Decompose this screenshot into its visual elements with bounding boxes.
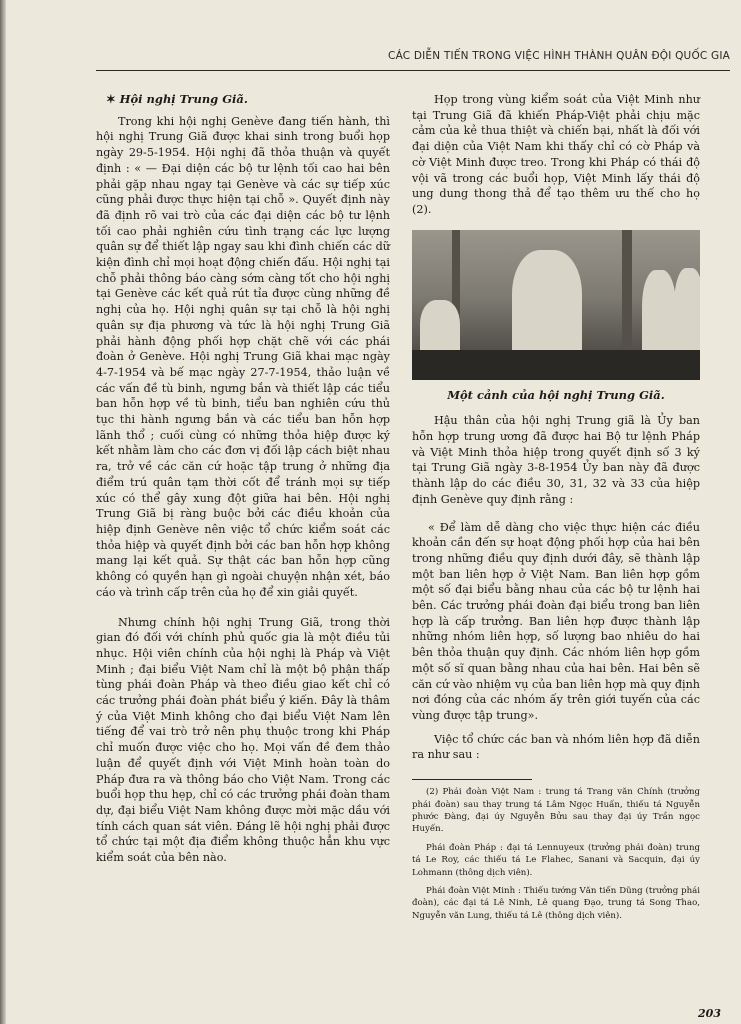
page-spine-shadow: [0, 0, 6, 1024]
footnote-rule: [412, 779, 532, 780]
footnotes: [412, 786, 700, 922]
right-closing-paragraph: Việc tổ chức các ban và nhóm liên hợp đã diễn ra như sau :: [412, 732, 700, 762]
left-column: [96, 92, 390, 866]
right-body-paragraph: Hậu thân của hội nghị Trung giã là Ủy ban hỗn hợp trung ương đã được hai Bộ tư lệnh Pháp và Việt Minh thỏa hiệp trong quyết định số 3 ký tại Trung Giã ngày 3-8-1954 Ủy ban này đã được thành lập do các điều 30, 31, 32 và 33 của hiệp định Genève quy định rằng :: [412, 414, 700, 506]
star-bullet-icon: ✶: [106, 92, 116, 106]
left-paragraph-2: Nhưng chính hội nghị Trung Giã, trong thời gian đó đối với chính phủ quốc gia là một điều tủi nhục. Hội viên chính của hội nghị là Pháp và Việt Minh ; đại biểu Việt Nam chỉ là một bộ phận thấp tùng phái đoàn Pháp và theo điều giao kết chỉ có các trưởng phái đoàn phát biểu ý kiến. Đây là thâm ý của Việt Minh không cho đại biểu Việt Nam lên tiếng để vai trò trở nên phụ thuộc trong khi Pháp chỉ muốn được việc cho họ. Mọi vấn đề đem thảo luận để quyết định với Việt Minh hoàn toàn do Pháp đưa ra và thông báo cho Việt Nam. Trong các buổi họp thu hẹp, chỉ có các trưởng phái đoàn tham dự, đại biểu Việt Nam không được mời mặc dầu với tính cách quan sát viên. Đáng lẽ hội nghị phải được tổ chức tại một địa điểm không thuộc hẳn khu vực kiểm soát của bên nào.: [96, 615, 390, 865]
conference-photo: [412, 230, 700, 380]
footnote-vietminh-delegation: Phái đoàn Việt Minh : Thiếu tướng Văn tiến Dũng (trưởng phái đoàn), các đại tá Lê Ninh, Lê quang Đạo, trung tá Song Thao, Nguyễn văn Lung, thiếu tá Lê (thông dịch viên).: [412, 885, 700, 921]
page-number: 203: [698, 1007, 721, 1020]
running-header: CÁC DIỄN TIẾN TRONG VIỆC HÌNH THÀNH QUÂN ĐỘI QUỐC GIA: [388, 50, 730, 62]
section-heading-text: Hội nghị Trung Giã.: [119, 92, 248, 106]
quoted-article: [412, 520, 700, 724]
left-paragraph-1: Trong khi hội nghị Genève đang tiến hành, thì hội nghị Trung Giã được khai sinh trong buổi họp ngày 29-5-1954. Hội nghị đã thỏa thuận và quyết định : « — Đại diện các bộ tư lệnh tối cao hai bên phải gặp nhau ngay tại Genève và các sự tiếp xúc cũng phải được thực hiện tại chỗ ». Quyết định này đã định rõ vai trò của các đại diện các bộ tư lệnh tối cao phải nghiên cứu tình trạng các lực lượng quân sự để thiết lập ngay sau khi đình chiến các dữ kiện đình chỉ mọi hoạt động chiến đấu. Hội nghị tại chỗ phải thông báo càng sớm càng tốt cho hội nghị tại Genève các kết quả rút tỉa được cùng những đề nghị của họ. Hội nghị quân sự tại chỗ là hội nghị quân sự địa phương và tức là hội nghị Trung Giã phải hành động phối hợp chặt chẽ với các phái đoàn ở Genève. Hội nghị Trung Giã khai mạc ngày 4-7-1954 và bế mạc ngày 27-7-1954, thảo luận về các vấn đề tù binh, ngưng bắn và thiết lập các tiểu ban hỗn hợp về tù binh, tiểu ban nghiên cứu thủ tục thi hành ngưng bắn và các tiểu ban hỗn hợp lãnh thổ ; cuối cùng có những thỏa hiệp được ký kết nhằm làm cho các đơn vị đối lập cách biệt nhau ra, trở về các căn cứ hoặc tập trung ở những địa điểm trú quân tạm thời cốt để tránh mọi sự tiếp xúc có thể gây xung đột giữa hai bên. Hội nghị Trung Giã bị ràng buộc bởi các điều khoản của hiệp định Genève nên việc tổ chức kiểm soát các thỏa hiệp và quyết định bởi các ban hỗn hợp không mang lại kết quả. Sự thật các ban hỗn hợp cũng không có quyền hạn gì ngoài chuyện nhận xét, báo cáo và trình cấp trên của họ để xin giải quyết.: [96, 114, 390, 599]
section-heading: [106, 92, 390, 108]
quote-text: « Để làm dễ dàng cho việc thực hiện các điều khoản cần đến sự hoạt động phối hợp của hai bên trong những điều quy định dưới đây, sẽ thành lập một ban liên hợp ở Việt Nam. Ban liên hợp gồm một số đại biểu bằng nhau của các bộ tư lệnh hai bên. Các trưởng phái đoàn đại biểu trong ban liên hợp là cấp trưởng. Ban liên hợp được thành lập những nhóm liên hợp, số lượng bao nhiêu do hai bên thỏa thuận quy định. Các nhóm liên hợp gồm một số sĩ quan bằng nhau của hai bên. Hai bên sẽ căn cứ vào nhiệm vụ của ban liên hợp mà quy định nơi đóng của các nhóm ấy trên giới tuyến của các vùng được tập trung».: [412, 520, 700, 722]
right-intro-paragraph: Họp trong vùng kiểm soát của Việt Minh như tại Trung Giã đã khiến Pháp-Việt phải chịu mặc cảm của kẻ thua thiệt và chiến bại, nhất là đối với đại diện của Việt Nam khi thấy chỉ có cờ Pháp và cờ Việt Minh được treo. Trong khi Pháp có thái độ vội vã trong các buổi họp, Việt Minh lấy thái độ ung dung thong thả để tạo thêm ưu thế cho họ (2).: [412, 93, 700, 216]
right-column: [412, 92, 700, 928]
footnote-france-delegation: Phái đoàn Pháp : đại tá Lennuyeux (trưởng phái đoàn) trung tá Le Roy, các thiếu tá Le Flahec, Sanani và Sacquin, đại úy Lohmann (thông dịch viên).: [412, 842, 700, 878]
header-rule: [96, 70, 730, 71]
footnote-vietnam-delegation: (2) Phái đoàn Việt Nam : trung tá Trang văn Chính (trưởng phái đoàn) sau thay trung tá Lâm Ngọc Huấn, thiếu tá Nguyễn phước Đàng, đại úy Nguyễn Bửu sau thay đại úy Trần ngọc Huyến.: [412, 787, 700, 835]
photo-caption: Một cảnh của hội nghị Trung Giã.: [447, 387, 665, 402]
